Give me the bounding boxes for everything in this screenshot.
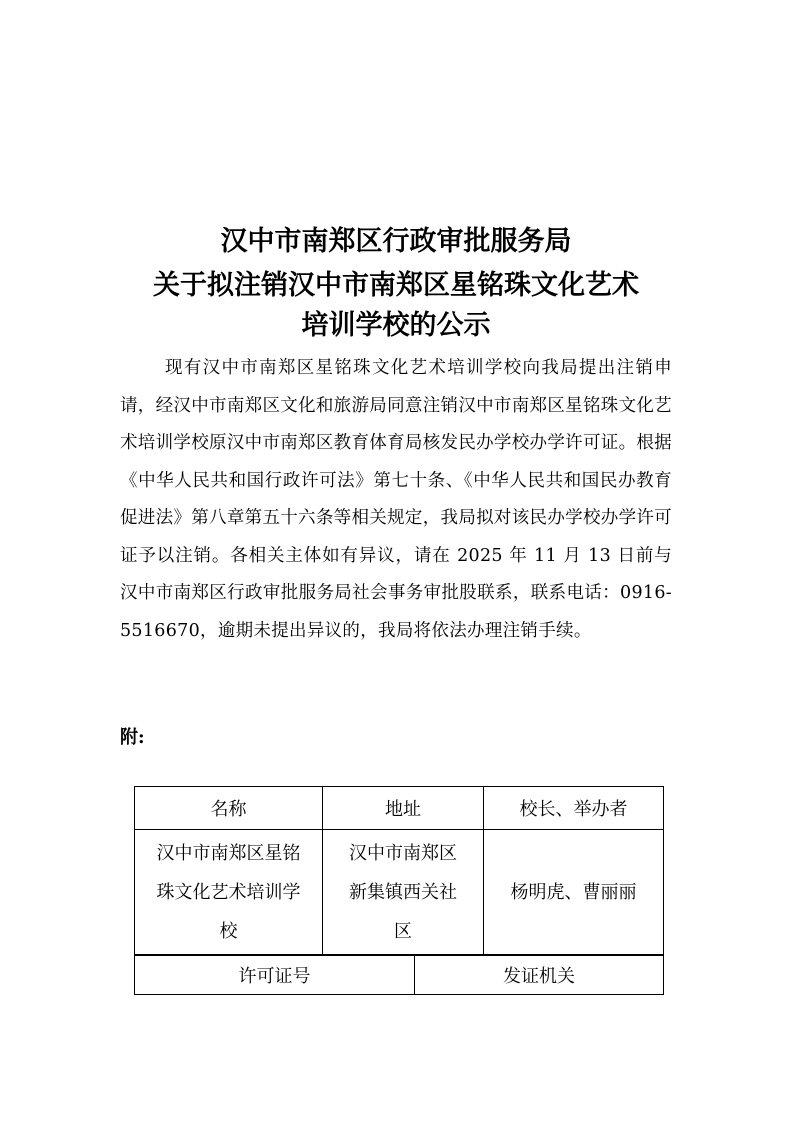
attachment-label: 附: [120,727,145,748]
header-name: 名称 [135,787,323,830]
header-issuing-authority: 发证机关 [415,956,664,995]
school-name-line: 汉中市南郑区星铭 [156,842,301,864]
school-name-line: 校 [219,920,238,942]
school-address-line: 新集镇西关社 [349,881,457,903]
school-address-line: 汉中市南郑区 [349,842,457,864]
license-table [134,955,664,995]
title-line-1: 汉中市南郑区行政审批服务局 [220,226,572,257]
title-line-3: 培训学校的公示 [301,310,491,341]
header-principal: 校长、举办者 [484,787,664,830]
school-address-line: 区 [394,920,412,942]
school-info-table [134,786,664,955]
title-line-2: 关于拟注销汉中市南郑区星铭珠文化艺术 [153,270,639,301]
notice-body-text: 现有汉中市南郑区星铭珠文化艺术培训学校向我局提出注销申请，经汉中市南郑区文化和旅游局同意注销汉中市南郑区星铭珠文化艺术培训学校原汉中市南郑区教育体育局核发民办学校办学许可证。根据《中华人民共和国行政许可法》第七十条、《中华人民共和国民办教育促进法》第八章第五十六条等相关规定，我局拟对该民办学校办学许可证予以注销。各相关主体如有异议，请在 2025 年 11 月 13 日前与汉中市南郑区行政审批服务局社会事务审批股联系，联系电话：0916-5516670，逾期未提出异议的，我局将依法办理注销手续。 [120,358,672,641]
table-row [135,830,664,955]
table-header-row [135,787,664,830]
school-name-cell [135,830,323,955]
school-name-line: 珠文化艺术培训学 [156,881,301,903]
license-header-row [135,956,664,995]
principal-cell: 杨明虎、曹丽丽 [484,830,664,955]
header-license-number: 许可证号 [135,956,415,995]
notice-body [120,350,672,650]
school-address-cell [323,830,484,955]
header-address: 地址 [323,787,484,830]
